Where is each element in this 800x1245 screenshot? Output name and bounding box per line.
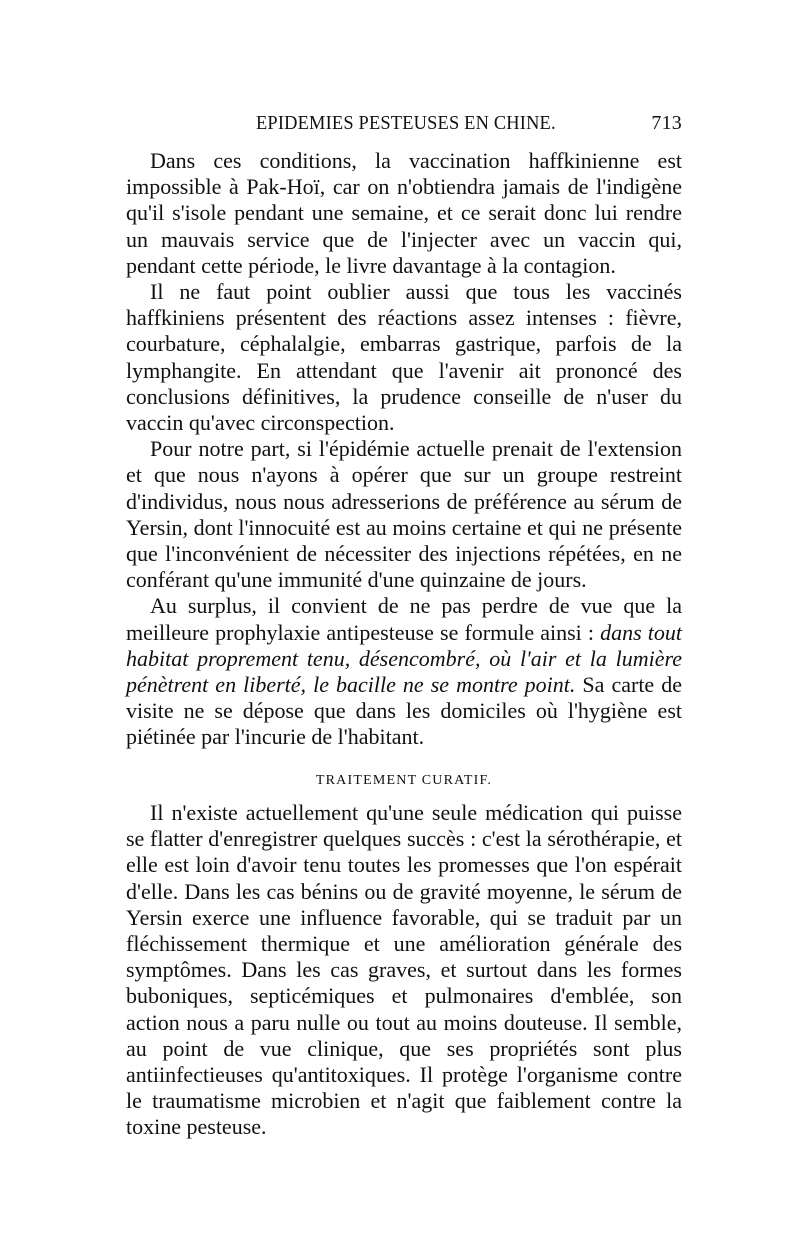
paragraph-prophylaxis	[126, 593, 682, 750]
page-number: 713	[651, 112, 682, 134]
paragraph-prophylaxis-start: Au surplus, il convient de ne pas perdre de vue que la meilleure prophylaxie antipesteuse se formule ainsi :	[126, 593, 682, 645]
paragraph-vaccination: Dans ces conditions, la vaccination haffkinienne est impossible à Pak-Hoï, car on n'obtiendra jamais de l'indigène qu'il s'isole pendant une semaine, et ce serait donc lui rendre un mauvais service que de l'injecter avec un vaccin qui, pendant cette période, le livre davantage à la contagion.	[126, 148, 682, 278]
paragraph-reactions: Il ne faut point oublier aussi que tous les vaccinés haffkiniens présentent des réactions assez intenses : fièvre, courbature, céphalalgie, embarras gastrique, parfois de la lymphangite. En attendant que l'avenir ait prononcé des conclusions définitives, la prudence conseille de n'user du vaccin qu'avec circonspection.	[126, 279, 682, 436]
body-text-top	[126, 148, 682, 751]
running-head	[126, 112, 682, 142]
paragraph-treatment: Il n'existe actuellement qu'une seule médication qui puisse se flatter d'enregistrer quelques succès : c'est la sérothérapie, et elle est loin d'avoir tenu toutes les promesses que l'on espérait d'elle. Dans les cas bénins ou de gravité moyenne, le sérum de Yersin exerce une influence favorable, qui se traduit par un fléchissement thermique et une amélioration générale des symptômes. Dans les cas graves, et surtout dans les formes buboniques, septicémiques et pulmonaires d'emblée, son action nous a paru nulle ou tout au moins douteuse. Il semble, au point de vue clinique, que ses propriétés sont plus antiinfectieuses qu'antitoxiques. Il protège l'organisme contre le traumatisme microbien et n'agit que faiblement contre la toxine pesteuse.	[126, 800, 682, 1140]
running-title: EPIDEMIES PESTEUSES EN CHINE.	[256, 112, 556, 134]
paragraph-prophylaxis-end: Sa carte de visite ne se dépose que dans les domiciles où l'hygiène est piétinée par l'incurie de l'habitant.	[126, 672, 682, 750]
paragraph-serum-yersin: Pour notre part, si l'épidémie actuelle prenait de l'extension et que nous n'ayons à opérer que sur un groupe restreint d'individus, nous nous adresserions de préférence au sérum de Yersin, dont l'innocuité est au moins certaine et qui ne présente que l'inconvénient de nécessiter des injections répétées, en ne conférant qu'une immunité d'une quinzaine de jours.	[126, 436, 682, 593]
body-text-bottom	[126, 800, 682, 1141]
paragraph-prophylaxis-italic: dans tout habitat proprement tenu, désencombré, où l'air et la lumière pénètrent en liberté, le bacille ne se montre point.	[126, 619, 682, 698]
section-heading: TRAITEMENT CURATIF.	[315, 773, 493, 788]
